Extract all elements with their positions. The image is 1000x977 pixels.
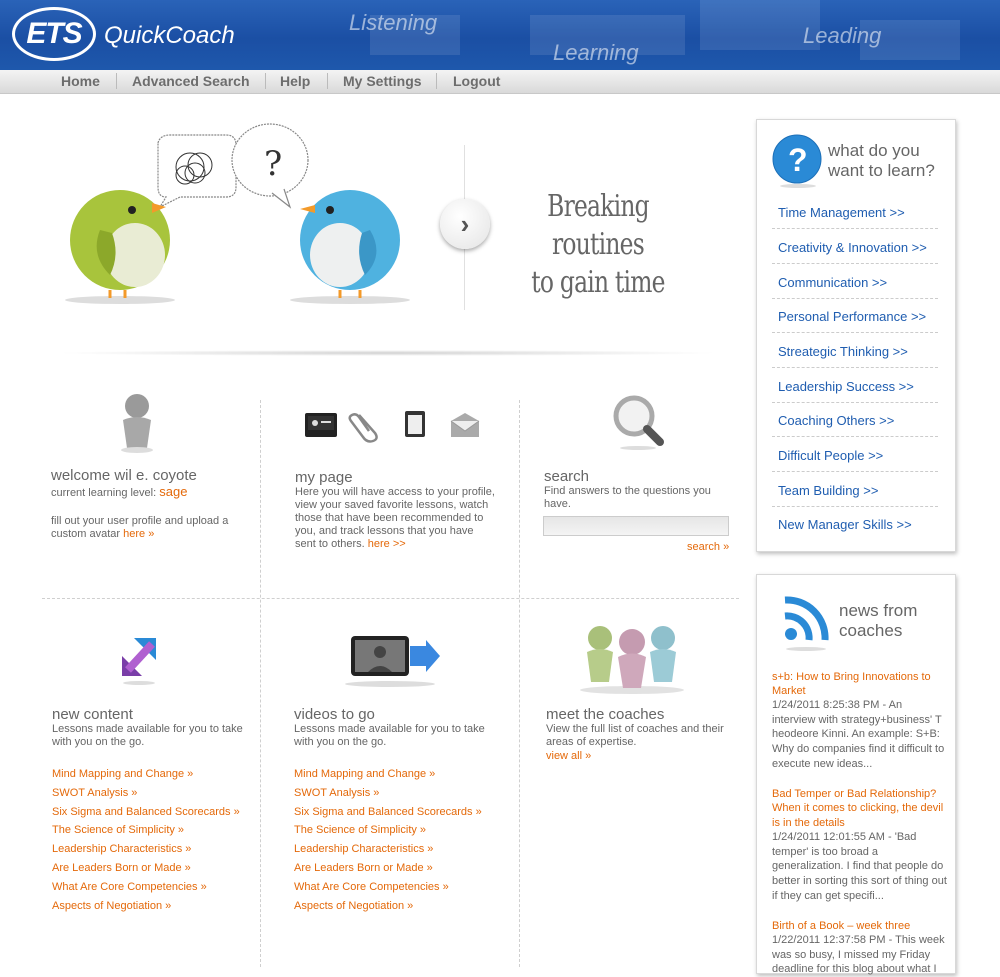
search-description: Find answers to the questions you have. <box>544 485 711 510</box>
hero-caption-line2: to gain time <box>531 265 665 300</box>
topic-creativity-innovation[interactable]: Creativity & Innovation >> <box>778 240 927 255</box>
lesson-link[interactable]: Are Leaders Born or Made » <box>52 861 191 874</box>
topic-separator <box>772 367 938 368</box>
app-name: QuickCoach <box>104 22 235 49</box>
lesson-link[interactable]: Leadership Characteristics » <box>52 843 192 856</box>
nav-separator <box>265 73 266 89</box>
topic-separator <box>772 228 938 229</box>
video-link[interactable]: What Are Core Competencies » <box>294 880 449 893</box>
new-content-list <box>52 768 240 918</box>
new-content-title: new content <box>52 706 133 723</box>
topic-separator <box>772 436 938 437</box>
lesson-link[interactable]: Aspects of Negotiation » <box>52 899 172 912</box>
topic-separator <box>772 471 938 472</box>
hero-caption-line1: Breaking routines <box>547 189 649 262</box>
learn-title-line1: what do you <box>828 141 920 160</box>
banner-decor <box>700 0 820 50</box>
tagline-listening: Listening <box>349 10 438 35</box>
chevron-right-icon: › <box>460 208 470 239</box>
profile-prompt <box>51 515 241 541</box>
news-title-line1: news from <box>839 601 918 620</box>
column-divider <box>519 400 520 967</box>
topic-separator <box>772 332 938 333</box>
my-page-title: my page <box>295 469 353 486</box>
coaches-title: meet the coaches <box>546 706 665 723</box>
user-avatar-icon[interactable] <box>115 390 160 455</box>
ets-logo[interactable] <box>12 7 96 61</box>
topic-new-manager-skills[interactable]: New Manager Skills >> <box>778 517 912 532</box>
profile-here-link[interactable]: here » <box>123 528 155 540</box>
lesson-link[interactable]: Mind Mapping and Change » <box>52 768 194 780</box>
video-tablet-icon <box>340 632 445 690</box>
scribble-bubble-icon <box>158 135 236 207</box>
nav-home[interactable]: Home <box>61 73 100 89</box>
lesson-link[interactable]: The Science of Simplicity » <box>52 824 185 837</box>
paperclip-icon[interactable] <box>350 414 377 441</box>
row-divider <box>42 598 739 599</box>
videos-list <box>294 768 482 918</box>
news-item-headline[interactable]: Birth of a Book – week three <box>772 920 911 932</box>
news-item-body: 1/24/2011 12:01:55 AM - 'Bad temper' is too broad a generalization. I find that people do better in sorting this sort of thing out if they can get specifi... <box>772 831 947 902</box>
search-input[interactable] <box>543 516 729 536</box>
lesson-link[interactable]: SWOT Analysis » <box>52 786 138 799</box>
search-link[interactable]: search » <box>687 541 730 553</box>
clipboard-icon[interactable] <box>405 411 425 437</box>
video-link[interactable]: The Science of Simplicity » <box>294 824 427 837</box>
rss-feed-icon[interactable] <box>782 596 832 652</box>
news-item-body: 1/24/2011 8:25:38 PM - An interview with strategy+business' T heodeore Kinni. An example: S+B: Why do companies find it difficult to execute new ideas... <box>772 699 945 770</box>
nav-my-settings[interactable]: My Settings <box>343 73 422 89</box>
learn-title-line2: want to learn? <box>828 161 935 180</box>
nav-separator <box>436 73 437 89</box>
video-link[interactable]: Are Leaders Born or Made » <box>294 861 433 874</box>
videos-description: Lessons made available for you to take with you on the go. <box>294 723 485 748</box>
topic-separator <box>772 298 938 299</box>
news-panel-title <box>839 601 917 641</box>
topic-difficult-people[interactable]: Difficult People >> <box>778 448 884 463</box>
hero-birds-illustration <box>40 115 460 315</box>
news-item-headline[interactable]: s+b: How to Bring Innovations to Market <box>772 671 931 698</box>
video-link[interactable]: Aspects of Negotiation » <box>294 899 414 912</box>
welcome-title: welcome wil e. coyote <box>51 467 197 484</box>
news-item-headline[interactable]: Bad Temper or Bad Relationship? When it comes to clicking, the devil is in the details <box>772 788 944 829</box>
hero-caption <box>520 188 676 302</box>
nav-logout[interactable]: Logout <box>453 73 501 89</box>
video-link[interactable]: Six Sigma and Balanced Scorecards » <box>294 805 482 818</box>
header-banner <box>0 0 1000 70</box>
topic-strategic-thinking[interactable]: Streategic Thinking >> <box>778 344 908 359</box>
news-item-body: 1/22/2011 12:37:58 PM - This week was so busy, I missed my Friday deadline for this blog about what I <box>772 934 945 976</box>
my-page-description <box>295 486 495 551</box>
lesson-link[interactable]: What Are Core Competencies » <box>52 880 207 893</box>
envelope-icon[interactable] <box>451 413 479 437</box>
hero-next-button[interactable] <box>440 199 490 249</box>
tagline-learning: Learning <box>553 40 639 65</box>
nav-separator <box>327 73 328 89</box>
topic-team-building[interactable]: Team Building >> <box>778 483 879 498</box>
my-page-text: Here you will have access to your profile, view your saved favorite lessons, watch those that have been recommended to you, and track lessons that you have sent to others. <box>295 486 495 550</box>
my-page-here-link[interactable]: here >> <box>367 538 406 550</box>
green-bird-icon <box>65 190 175 304</box>
videos-title: videos to go <box>294 706 375 723</box>
video-link[interactable]: SWOT Analysis » <box>294 786 380 799</box>
news-title-line2: coaches <box>839 621 903 640</box>
topic-leadership-success[interactable]: Leadership Success >> <box>778 379 914 394</box>
search-title: search <box>544 468 590 485</box>
topic-time-management[interactable]: Time Management >> <box>778 205 905 220</box>
logo-mark: ETS <box>26 17 82 50</box>
topic-communication[interactable]: Communication >> <box>778 275 888 290</box>
video-link[interactable]: Mind Mapping and Change » <box>294 768 436 780</box>
topic-coaching-others[interactable]: Coaching Others >> <box>778 413 895 428</box>
presentation-icon[interactable] <box>305 413 337 437</box>
question-bubble-icon <box>232 124 308 207</box>
blue-bird-icon <box>290 190 410 304</box>
nav-help[interactable]: Help <box>280 73 311 89</box>
coaches-group-icon <box>575 620 690 695</box>
view-all-coaches-link[interactable]: view all » <box>546 750 592 762</box>
topic-personal-performance[interactable]: Personal Performance >> <box>778 309 927 324</box>
bubble-question-mark: ? <box>264 144 283 184</box>
video-link[interactable]: Leadership Characteristics » <box>294 843 434 856</box>
nav-separator <box>116 73 117 89</box>
learning-level-label: current learning level: <box>51 487 157 499</box>
svg-text:?: ? <box>788 142 808 178</box>
new-content-description: Lessons made available for you to take with you on the go. <box>52 723 243 748</box>
my-page-icons <box>303 405 493 447</box>
topic-separator <box>772 402 938 403</box>
topic-separator <box>772 506 938 507</box>
lesson-link[interactable]: Six Sigma and Balanced Scorecards » <box>52 805 240 818</box>
tagline-leading: Leading <box>803 23 882 48</box>
hero-shadow-divider <box>55 350 720 356</box>
magnifier-icon <box>610 392 665 452</box>
learning-level <box>51 485 251 500</box>
swap-arrows-icon <box>118 634 160 686</box>
coaches-description: View the full list of coaches and their areas of expertise. <box>546 723 724 748</box>
learning-level-value: sage <box>159 484 188 499</box>
column-divider <box>260 400 261 967</box>
profile-prompt-text: fill out your user profile and upload a custom avatar <box>51 515 229 540</box>
learn-panel-title <box>828 141 935 181</box>
nav-advanced-search[interactable]: Advanced Search <box>132 73 250 89</box>
topic-separator <box>772 263 938 264</box>
question-mark-icon <box>772 134 824 188</box>
main-nav <box>0 70 1000 94</box>
